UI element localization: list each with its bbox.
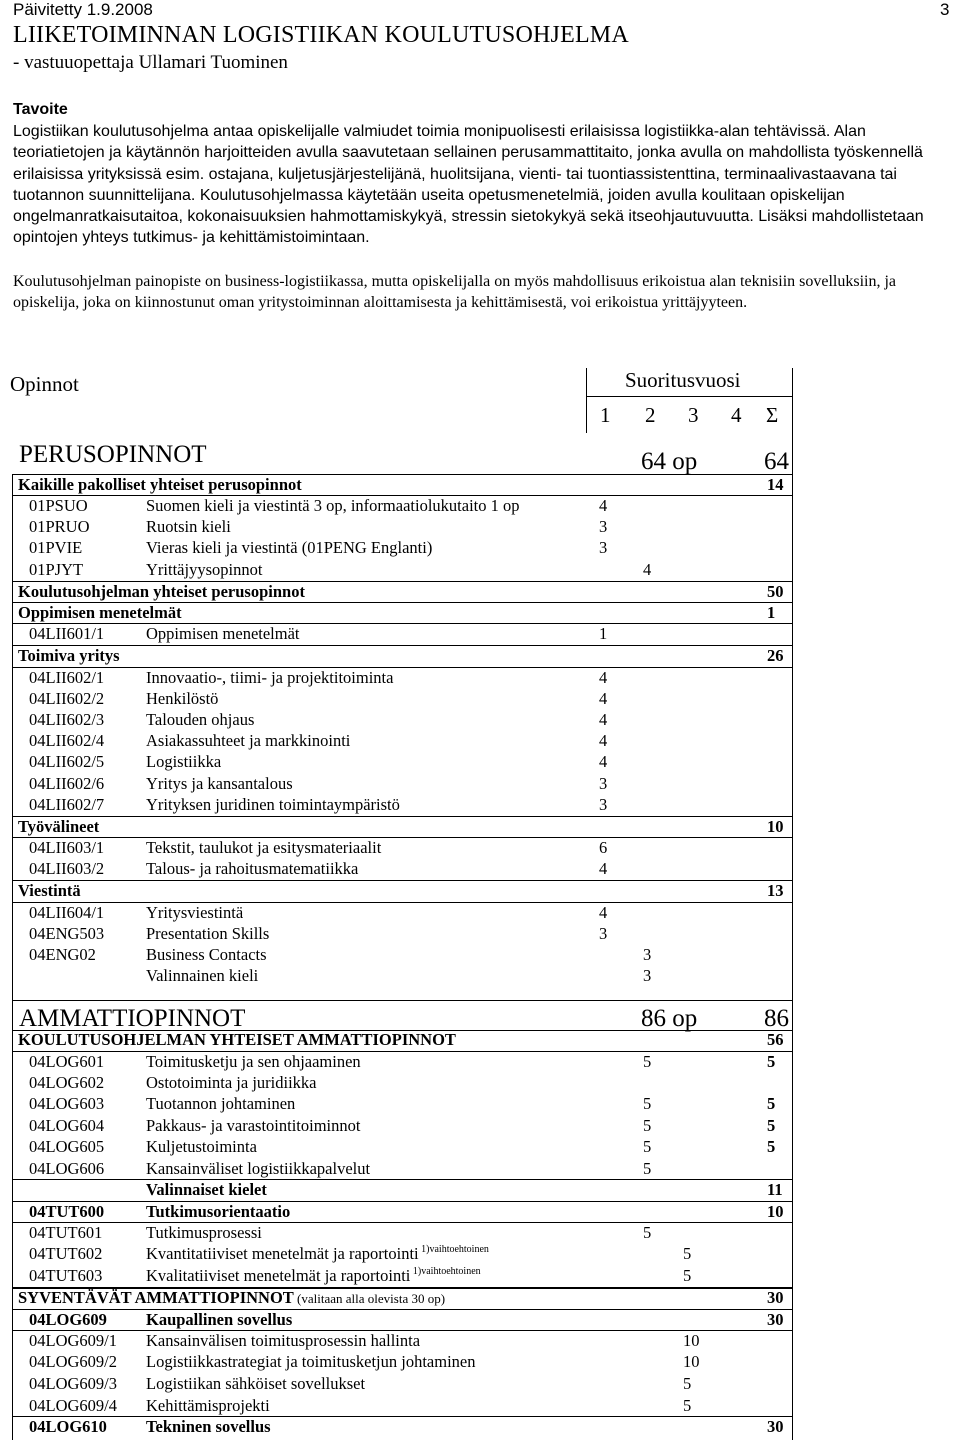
course-code: 04LOG601 xyxy=(29,1052,105,1071)
year-credits: 3 xyxy=(643,945,652,964)
course-code: 01PJYT xyxy=(29,560,84,579)
row-heading: Työvälineet xyxy=(18,817,100,836)
page-subtitle: - vastuuopettaja Ullamari Tuominen xyxy=(13,52,288,73)
course-name: Tutkimusprosessi xyxy=(146,1223,262,1242)
course-code: 01PRUO xyxy=(29,517,90,536)
course-code: 04TUT600 xyxy=(29,1202,105,1221)
row-heading: KOULUTUSOHJELMAN YHTEISET AMMATTIOPINNOT xyxy=(18,1030,456,1049)
row-sum: 5 xyxy=(767,1094,776,1113)
course-name: Henkilöstö xyxy=(146,689,219,708)
course-name: Business Contacts xyxy=(146,945,267,964)
row-divider xyxy=(12,645,792,646)
course-name: Kaupallinen sovellus xyxy=(146,1310,293,1329)
row-divider xyxy=(12,837,792,838)
course-code: 04LOG609/2 xyxy=(29,1352,117,1371)
row-sum: 5 xyxy=(767,1116,776,1135)
row-heading: Oppimisen menetelmät xyxy=(18,603,182,622)
year-credits: 3 xyxy=(599,538,608,557)
course-name: Innovaatio-, tiimi- ja projektitoiminta xyxy=(146,668,394,687)
row-sum: 5 xyxy=(767,1052,776,1071)
course-name: Yritysviestintä xyxy=(146,903,244,922)
course-code: 04LOG603 xyxy=(29,1094,105,1113)
course-name: Logistiikka xyxy=(146,752,222,771)
row-divider xyxy=(12,1201,792,1202)
course-name: Vieras kieli ja viestintä (01PENG Englanti) xyxy=(146,538,433,557)
row-sum: 10 xyxy=(767,817,784,836)
ammattiopinnot-op: 86 op xyxy=(641,1005,698,1032)
year-credits: 3 xyxy=(599,517,608,536)
course-code: 01PVIE xyxy=(29,538,83,557)
col-header-suoritusvuosi: Suoritusvuosi xyxy=(625,368,741,392)
row-divider xyxy=(12,1416,792,1417)
row-heading: Koulutusohjelman yhteiset perusopinnot xyxy=(18,582,305,601)
rule-right xyxy=(792,368,793,1440)
course-name: Tekninen sovellus xyxy=(146,1417,271,1436)
course-code: 04LOG605 xyxy=(29,1137,105,1156)
course-code: 04LII602/6 xyxy=(29,774,105,793)
year-credits: 5 xyxy=(683,1396,692,1415)
course-name: Kansainväliset logistiikkapalvelut xyxy=(146,1159,371,1178)
intro-paragraph-1: Logistiikan koulutusohjelma antaa opiskelijalle valmiudet toimia monipuolisesti erilaisissa logistiikka-alan tehtävissä. Alan teoriatietojen ja käytännön harjoitteiden avulla saavutetaan sellainen perusammattitaito, jonka avulla on mahdollista työskennellä erilaisissa yrityksissä esim. ostajana, kuljetusjärjestelijänä, huolitsijana, vienti- tai tuontiassistenttina, terminaalivastaavana tai tuotannon suunnittelijana. Koulutusohjelmassa käytetään useita opetusmenetelmiä, joiden avulla koulitaan opiskelijan ongelmanratkaisutaitoa, kokonaisuuksien hahmottamiskykyä, stressin sietokykyä sekä itseohjautuvuutta. Lisäksi mahdollistetaan opintojen yhteys tutkimus- ja kehittämistoimintaan. xyxy=(13,123,924,247)
year-credits: 10 xyxy=(683,1352,700,1371)
year-credits: 5 xyxy=(643,1116,652,1135)
row-sum: 56 xyxy=(767,1030,784,1049)
row-sum: 30 xyxy=(767,1288,784,1307)
row-divider xyxy=(12,902,792,903)
section-divider xyxy=(12,1000,792,1001)
rule-outer xyxy=(12,475,13,1440)
course-name: Tutkimusorientaatio xyxy=(146,1202,291,1221)
course-code: 04LOG602 xyxy=(29,1073,105,1092)
year-credits: 5 xyxy=(683,1244,692,1263)
row-divider xyxy=(12,1051,792,1052)
course-code: 04ENG503 xyxy=(29,924,105,943)
year-credits: 5 xyxy=(643,1159,652,1178)
course-name: Kansainvälisen toimitusprosessin hallinta xyxy=(146,1331,421,1350)
year-4-header: 4 xyxy=(731,403,742,427)
rule-left xyxy=(586,368,587,433)
perusopinnot-op: 64 op xyxy=(641,448,698,475)
course-code: 04LII603/2 xyxy=(29,859,105,878)
row-divider xyxy=(12,623,792,624)
row-sum: 11 xyxy=(767,1180,783,1199)
row-sum: 13 xyxy=(767,881,784,900)
sum-header: Σ xyxy=(766,403,779,427)
section-divider xyxy=(12,1030,792,1031)
year-credits: 1 xyxy=(599,624,608,643)
year-credits: 4 xyxy=(599,496,608,515)
year-credits: 5 xyxy=(643,1137,652,1156)
year-credits: 10 xyxy=(683,1331,700,1350)
row-divider xyxy=(12,667,792,668)
course-code: 04LII602/3 xyxy=(29,710,105,729)
row-heading: Kaikille pakolliset yhteiset perusopinnot xyxy=(18,475,302,494)
course-name: Valinnainen kieli xyxy=(146,966,259,985)
year-credits: 4 xyxy=(599,752,608,771)
year-1-header: 1 xyxy=(600,403,611,427)
course-code: 04LOG609/1 xyxy=(29,1331,117,1350)
year-credits: 4 xyxy=(599,903,608,922)
perusopinnot-title: PERUSOPINNOT xyxy=(19,441,207,468)
row-divider xyxy=(12,1222,792,1223)
course-name: Yritys ja kansantalous xyxy=(146,774,293,793)
course-name: Talous- ja rahoitusmatematiikka xyxy=(146,859,359,878)
row-sum: 26 xyxy=(767,646,784,665)
course-code: 04LII604/1 xyxy=(29,903,105,922)
syventavat-note: (valitaan alla olevista 30 op) xyxy=(293,1291,446,1306)
course-code: 04LII603/1 xyxy=(29,838,105,857)
course-name: Kehittämisprojekti xyxy=(146,1396,270,1415)
course-name: Toimitusketju ja sen ohjaaminen xyxy=(146,1052,361,1071)
year-credits: 4 xyxy=(599,859,608,878)
page-title: LIIKETOIMINNAN LOGISTIIKAN KOULUTUSOHJELMA xyxy=(13,22,629,48)
course-name: Asiakassuhteet ja markkinointi xyxy=(146,731,351,750)
row-divider xyxy=(12,880,792,881)
course-name: Logistiikan sähköiset sovellukset xyxy=(146,1374,366,1393)
intro-paragraph-2: Koulutusohjelman painopiste on business-logistiikassa, mutta opiskelijalla on myös mahdollisuus erikoistua alan teknisiin sovelluksiin, ja opiskelija, joka on kiinnostunut oman yritystoiminnan aloittamisesta ja kehittämisestä, voi erikoistua yrittäjyyteen. xyxy=(13,273,897,312)
course-code: 04ENG02 xyxy=(29,945,96,964)
year-3-header: 3 xyxy=(688,403,699,427)
row-sum: 10 xyxy=(767,1202,784,1221)
course-code: 04LOG610 xyxy=(29,1417,107,1436)
ammattiopinnot-title: AMMATTIOPINNOT xyxy=(19,1005,246,1032)
course-code: 04LOG606 xyxy=(29,1159,105,1178)
footnote-marker: 1)vaihtoehtoinen xyxy=(418,1244,489,1255)
course-code: 04LOG604 xyxy=(29,1116,105,1135)
row-heading: Viestintä xyxy=(18,881,81,900)
year-credits: 5 xyxy=(643,1094,652,1113)
course-name: Suomen kieli ja viestintä 3 op, informaatiolukutaito 1 op xyxy=(146,496,520,515)
row-heading: SYVENTÄVÄT AMMATTIOPINNOT (valitaan alla olevista 30 op) xyxy=(18,1288,446,1307)
section-heading-tavoite: Tavoite xyxy=(13,101,68,118)
row-sum: 14 xyxy=(767,475,784,494)
course-code: 04LII601/1 xyxy=(29,624,105,643)
course-name: Presentation Skills xyxy=(146,924,270,943)
year-credits: 5 xyxy=(683,1266,692,1285)
row-sum: 5 xyxy=(767,1137,776,1156)
row-divider xyxy=(12,816,792,817)
course-code: 04LII602/4 xyxy=(29,731,105,750)
row-sum: 50 xyxy=(767,582,784,601)
course-name: Oppimisen menetelmät xyxy=(146,624,300,643)
row-sum: 30 xyxy=(767,1310,784,1329)
course-code: 04LII602/2 xyxy=(29,689,105,708)
year-credits: 5 xyxy=(683,1374,692,1393)
row-sum: 1 xyxy=(767,603,776,622)
year-credits: 5 xyxy=(643,1223,652,1242)
col-header-opinnot: Opinnot xyxy=(10,372,79,396)
course-code: 04LOG609/3 xyxy=(29,1374,117,1393)
course-code: 01PSUO xyxy=(29,496,88,515)
row-sum: 30 xyxy=(767,1417,784,1436)
course-name: Tuotannon johtaminen xyxy=(146,1094,296,1113)
header-divider xyxy=(586,396,792,397)
course-name: Kvalitatiiviset menetelmät ja raportointi $^{1)vaihtoehtoinen}$ xyxy=(146,1266,481,1285)
course-name: Kvantitatiiviset menetelmät ja raportointi $^{1)vaihtoehtoinen}$ xyxy=(146,1244,489,1263)
course-code: 04TUT602 xyxy=(29,1244,103,1263)
perusopinnot-sum: 64 xyxy=(764,448,789,475)
year-credits: 3 xyxy=(599,774,608,793)
course-code: 04TUT603 xyxy=(29,1266,103,1285)
year-credits: 4 xyxy=(599,668,608,687)
page-number: 3 xyxy=(940,0,950,19)
ammattiopinnot-sum: 86 xyxy=(764,1005,789,1032)
course-name: Kuljetustoiminta xyxy=(146,1137,257,1156)
course-name: Yrityksen juridinen toimintaympäristö xyxy=(146,795,400,814)
course-code: 04LII602/7 xyxy=(29,795,105,814)
course-code: 04TUT601 xyxy=(29,1223,103,1242)
course-name: Tekstit, taulukot ja esitysmateriaalit xyxy=(146,838,382,857)
course-code: 04LOG609 xyxy=(29,1310,107,1329)
year-2-header: 2 xyxy=(645,403,656,427)
course-name: Ruotsin kieli xyxy=(146,517,231,536)
year-credits: 4 xyxy=(599,689,608,708)
year-credits: 5 xyxy=(643,1052,652,1071)
row-heading: Toimiva yritys xyxy=(18,646,120,665)
row-divider xyxy=(12,1179,792,1180)
course-code: 04LII602/1 xyxy=(29,668,105,687)
course-name: Yrittäjyysopinnot xyxy=(146,560,263,579)
year-credits: 3 xyxy=(643,966,652,985)
footnote-marker: 1)vaihtoehtoinen xyxy=(410,1266,481,1277)
course-name: Talouden ohjaus xyxy=(146,710,255,729)
section-divider xyxy=(12,1288,792,1289)
updated-date: Päivitetty 1.9.2008 xyxy=(13,0,153,19)
course-code: 04LOG609/4 xyxy=(29,1396,117,1415)
course-name: Valinnaiset kielet xyxy=(146,1180,267,1199)
row-divider xyxy=(12,1309,792,1310)
course-name: Logistiikkastrategiat ja toimitusketjun johtaminen xyxy=(146,1352,476,1371)
year-credits: 4 xyxy=(643,560,652,579)
course-code: 04LII602/5 xyxy=(29,752,105,771)
year-credits: 3 xyxy=(599,924,608,943)
year-credits: 4 xyxy=(599,710,608,729)
year-credits: 3 xyxy=(599,795,608,814)
year-credits: 4 xyxy=(599,731,608,750)
course-name: Pakkaus- ja varastointitoiminnot xyxy=(146,1116,361,1135)
year-credits: 6 xyxy=(599,838,608,857)
course-name: Ostotoiminta ja juridiikka xyxy=(146,1073,317,1092)
